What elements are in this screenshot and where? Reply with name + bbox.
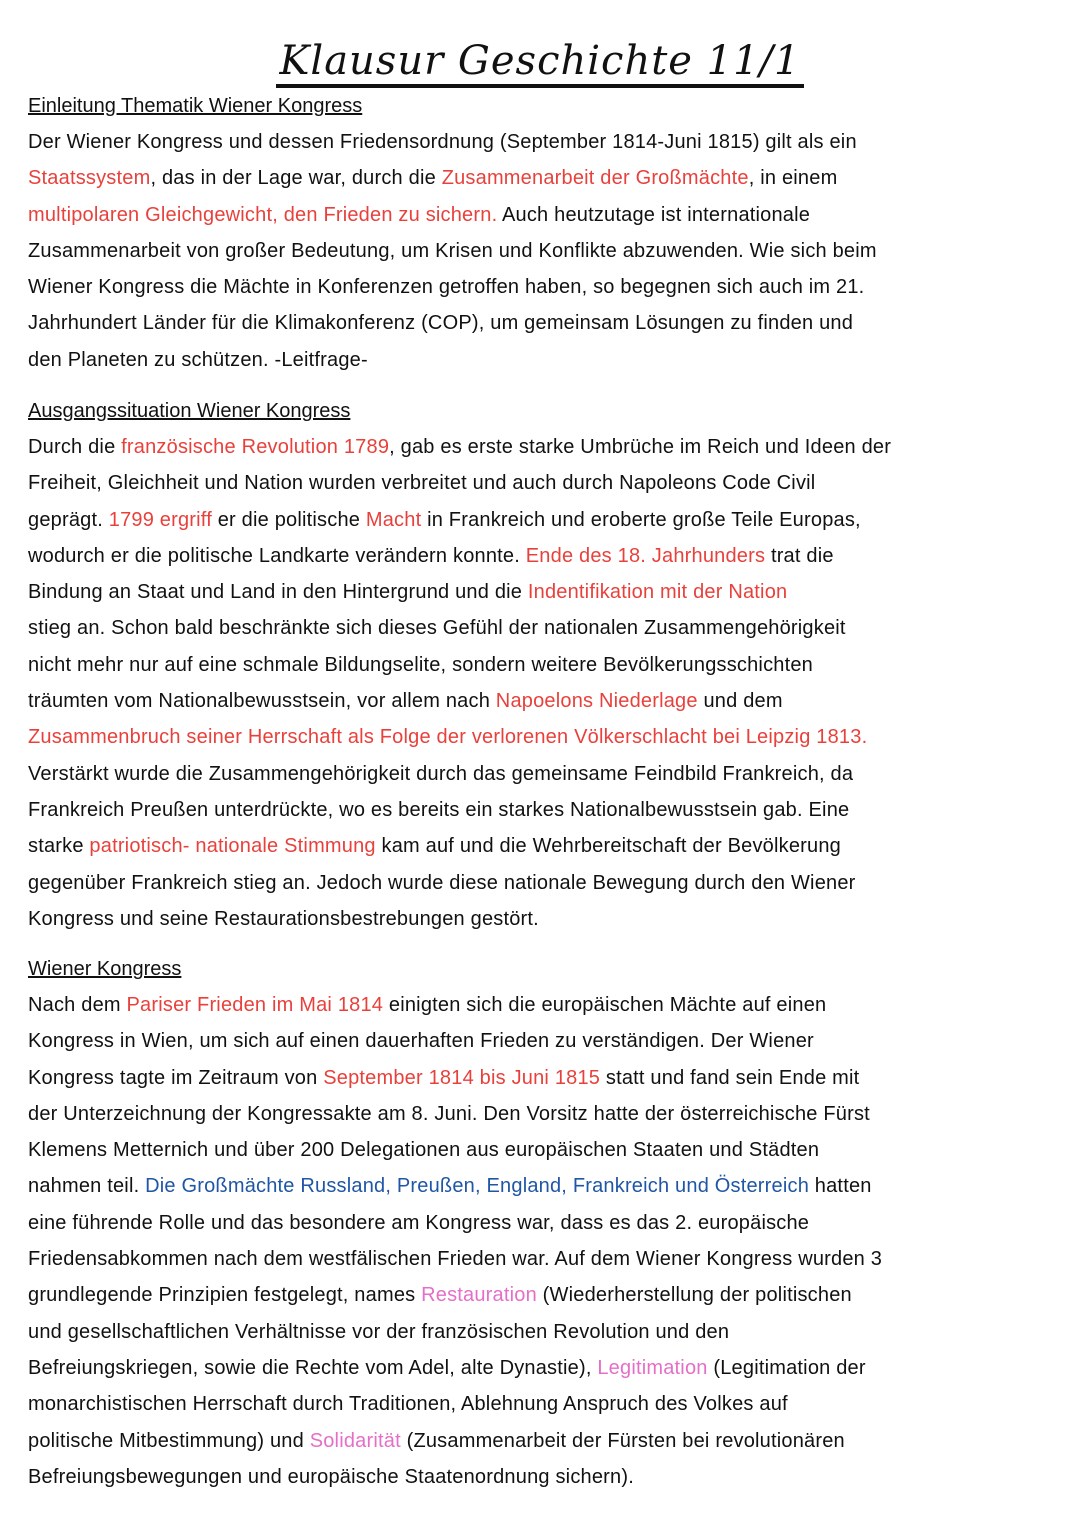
text-line <box>28 197 1058 233</box>
highlighted-text: Pariser Frieden im Mai 1814 <box>126 994 384 1016</box>
text-segment: wodurch er die politische Landkarte verändern konnte. <box>28 544 526 567</box>
text-line <box>28 647 1058 683</box>
text-line <box>28 502 1058 538</box>
text-line <box>28 1350 1058 1386</box>
text-segment: , das in der Lage war, durch die <box>150 167 442 190</box>
text-segment: Nach dem <box>28 994 127 1016</box>
text-segment: der Unterzeichnung der Kongressakte am 8. Juni. Den Vorsitz hatte der österreichische Fürst <box>28 1102 870 1125</box>
text-segment: statt und fand sein Ende mit <box>600 1066 860 1089</box>
text-segment: er die politische <box>211 508 366 531</box>
document-title <box>0 38 1080 84</box>
text-segment: Jahrhundert Länder für die Klimakonferenz (COP), um gemeinsam Lösungen zu finden und <box>28 312 854 335</box>
highlighted-text: französische Revolution 1789 <box>121 436 390 458</box>
text-segment: monarchistischen Herrschaft durch Traditionen, Ablehnung Anspruch des Volkes auf <box>28 1393 788 1416</box>
text-line <box>28 1205 1058 1241</box>
text-line <box>28 1459 1058 1495</box>
text-segment: Auch heutzutage ist internationale <box>497 203 811 226</box>
text-line <box>28 160 1058 196</box>
highlighted-text: Ende des 18. Jahrhunders <box>525 544 766 567</box>
section-wiener-kongress <box>28 951 1058 1495</box>
highlighted-text: September 1814 bis Juni 1815 <box>323 1066 601 1089</box>
highlighted-text: Napoelons Niederlage <box>495 690 698 713</box>
text-line <box>28 828 1058 864</box>
text-segment: (Legitimation der <box>707 1356 866 1379</box>
text-segment: Befreiungsbewegungen und europäische Staatenordnung sichern). <box>28 1465 634 1488</box>
text-line <box>28 1423 1058 1459</box>
highlighted-text: Solidarität <box>309 1429 401 1452</box>
text-line <box>28 683 1058 719</box>
text-segment: Kongress tagte im Zeitraum von <box>28 1066 324 1089</box>
text-segment: grundlegende Prinzipien festgelegt, names <box>28 1284 422 1307</box>
text-segment: in Frankreich und eroberte große Teile Europas, <box>421 508 861 531</box>
text-segment: Freiheit, Gleichheit und Nation wurden verbreitet und auch durch Napoleons Code Civil <box>28 472 816 495</box>
text-segment: nicht mehr nur auf eine schmale Bildungselite, sondern weitere Bevölkerungsschichten <box>28 653 814 676</box>
highlighted-text: Macht <box>365 508 422 531</box>
text-line <box>28 269 1058 305</box>
text-segment: Der Wiener Kongress und dessen Friedensordnung (September 1814-Juni 1815) gilt als ein <box>28 131 857 153</box>
highlighted-text: Staatssystem <box>28 167 151 190</box>
text-segment: Zusammenarbeit von großer Bedeutung, um Krisen und Konflikte abzuwenden. Wie sich beim <box>28 239 877 262</box>
text-line <box>28 792 1058 828</box>
text-line <box>28 901 1058 937</box>
text-segment: trat die <box>765 544 834 567</box>
text-segment: Frankreich Preußen unterdrückte, wo es bereits ein starkes Nationalbewusstsein gab. Eine <box>28 798 850 821</box>
text-segment: Klemens Metternich und über 200 Delegationen aus europäischen Staaten und Städten <box>28 1139 820 1162</box>
text-segment: Bindung an Staat und Land in den Hintergrund und die <box>28 581 528 604</box>
highlighted-text: Die Großmächte Russland, Preußen, England, Frankreich und Österreich <box>145 1175 810 1198</box>
text-line <box>28 1314 1058 1350</box>
text-segment: den Planeten zu schützen. -Leitfrage- <box>28 348 368 371</box>
highlighted-text: Legitimation <box>597 1356 708 1379</box>
text-line <box>28 865 1058 901</box>
highlighted-text: 1799 ergriff <box>108 508 212 531</box>
text-segment: gegenüber Frankreich stieg an. Jedoch wurde diese nationale Bewegung durch den Wiener <box>28 871 856 894</box>
section-heading: Ausgangssituation Wiener Kongress <box>28 400 351 422</box>
text-line <box>28 342 1058 378</box>
section-heading: Einleitung Thematik Wiener Kongress <box>28 95 363 117</box>
text-segment: einigten sich die europäischen Mächte auf einen <box>383 994 827 1016</box>
highlighted-text: Restauration <box>421 1284 537 1307</box>
text-segment: und dem <box>697 690 783 713</box>
highlighted-text: patriotisch- nationale Stimmung <box>89 835 376 858</box>
text-line <box>28 429 1058 465</box>
title-text: Klausur Geschichte 11/1 <box>276 38 805 88</box>
text-segment: hatten <box>809 1175 872 1198</box>
section-einleitung <box>28 88 1058 378</box>
text-line <box>28 1132 1058 1168</box>
text-line <box>28 610 1058 646</box>
text-segment: Durch die <box>28 436 122 458</box>
text-segment: und gesellschaftlichen Verhältnisse vor der französischen Revolution und den <box>28 1320 730 1343</box>
text-segment: , in einem <box>748 167 838 190</box>
text-segment: eine führende Rolle und das besondere am Kongress war, dass es das 2. europäische <box>28 1211 810 1234</box>
text-line <box>28 1277 1058 1313</box>
text-line <box>28 233 1058 269</box>
section-ausgangssituation <box>28 393 1058 937</box>
text-segment: politische Mitbestimmung) und <box>28 1429 310 1452</box>
text-line <box>28 1096 1058 1132</box>
section-heading: Wiener Kongress <box>28 958 182 980</box>
text-line <box>28 1241 1058 1277</box>
text-segment: Kongress in Wien, um sich auf einen dauerhaften Frieden zu verständigen. Der Wiener <box>28 1030 814 1053</box>
text-segment: träumten vom Nationalbewusstsein, vor allem nach <box>28 690 496 713</box>
text-line <box>28 1386 1058 1422</box>
text-line <box>28 756 1058 792</box>
text-segment: Verstärkt wurde die Zusammengehörigkeit durch das gemeinsame Feindbild Frankreich, da <box>28 762 854 785</box>
text-segment: kam auf und die Wehrbereitschaft der Bevölkerung <box>375 835 842 858</box>
text-line <box>28 1168 1058 1204</box>
text-line <box>28 1060 1058 1096</box>
text-segment: , gab es erste starke Umbrüche im Reich und Ideen der <box>389 436 892 458</box>
text-line <box>28 719 1058 755</box>
highlighted-text: Zusammenbruch seiner Herrschaft als Folge der verlorenen Völkerschlacht bei Leipzig 1813. <box>28 726 868 749</box>
text-segment: Friedensabkommen nach dem westfälischen Frieden war. Auf dem Wiener Kongress wurden 3 <box>28 1248 883 1271</box>
text-segment: starke <box>28 835 90 858</box>
highlighted-text: multipolaren Gleichgewicht, den Frieden zu sichern. <box>28 203 498 226</box>
highlighted-text: Indentifikation mit der Nation <box>527 581 788 604</box>
text-line <box>28 574 1058 610</box>
text-line <box>28 305 1058 341</box>
text-segment: (Zusammenarbeit der Fürsten bei revolutionären <box>400 1429 845 1452</box>
highlighted-text: Zusammenarbeit der Großmächte <box>441 167 749 190</box>
text-segment: Wiener Kongress die Mächte in Konferenzen getroffen haben, so begegnen sich auch im 21. <box>28 276 865 299</box>
text-line <box>28 1023 1058 1059</box>
text-line <box>28 538 1058 574</box>
text-segment: (Wiederherstellung der politischen <box>536 1284 852 1307</box>
text-segment: Befreiungskriegen, sowie die Rechte vom Adel, alte Dynastie), <box>28 1356 598 1379</box>
text-line <box>28 987 1058 1023</box>
text-line <box>28 124 1058 160</box>
text-segment: geprägt. <box>28 508 109 531</box>
text-line <box>28 465 1058 501</box>
text-segment: Kongress und seine Restaurationsbestrebungen gestört. <box>28 907 539 930</box>
text-segment: nahmen teil. <box>28 1175 146 1198</box>
text-segment: stieg an. Schon bald beschränkte sich dieses Gefühl der nationalen Zusammengehörigkeit <box>28 617 846 640</box>
